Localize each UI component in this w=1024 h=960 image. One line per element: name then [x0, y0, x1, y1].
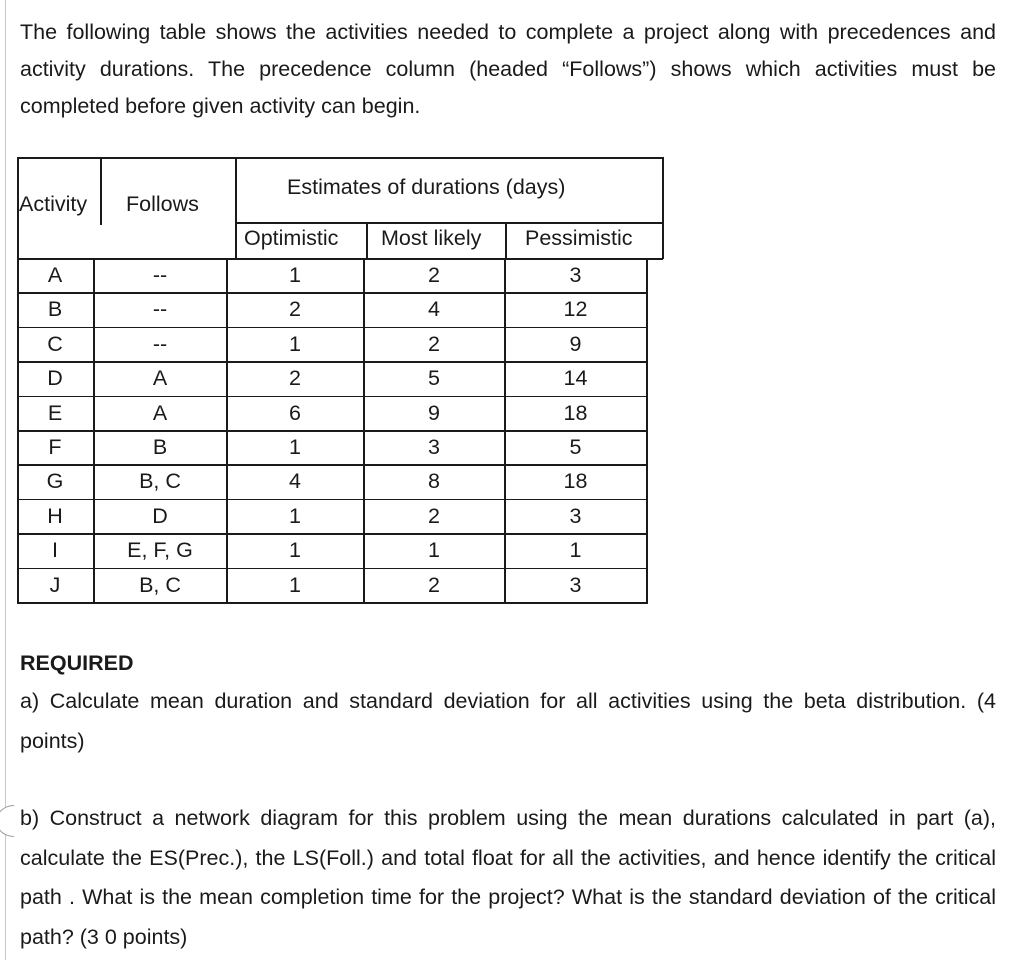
table-cell-activity: E: [47, 400, 63, 425]
table-rule-optimistic-header: [366, 223, 368, 259]
table-cell-pessimistic: 14: [563, 366, 588, 391]
table-rule-activity-header: [100, 157, 102, 225]
table-cell-optimistic: 1: [289, 572, 301, 597]
part-b-text: b) Construct a network diagram for this problem using the mean durations calculated in part (a), calculate the ES(Prec.), the LS(Foll.) and total float for all the activities, and hence identify the critical path . What is the mean completion time for the project? What is the standard deviation of the critical path? (3 0 points): [20, 806, 996, 949]
table-rule-follows-header: [235, 157, 237, 259]
table-cell-follows: B: [152, 435, 168, 459]
table-border-bottom: [17, 602, 648, 604]
table-cell-most-likely: 8: [428, 469, 440, 494]
table-cell-follows: B, C: [139, 572, 181, 597]
durations-table: [17, 157, 663, 603]
table-cell-most-likely: 5: [428, 366, 440, 391]
table-cell-optimistic: 1: [289, 503, 301, 528]
table-cell-optimistic: 1: [289, 263, 301, 287]
table-cell-optimistic: 2: [289, 297, 301, 322]
table-cell-pessimistic: 18: [563, 400, 588, 425]
table-cell-pessimistic: 12: [563, 297, 588, 322]
table-cell-most-likely: 9: [428, 400, 440, 425]
table-cell-pessimistic: 1: [569, 538, 582, 563]
header-pessimistic: Pessimistic: [525, 226, 633, 250]
table-cell-optimistic: 1: [289, 435, 301, 459]
table-cell-most-likely: 3: [428, 435, 440, 459]
table-rule-estimates: [235, 222, 663, 224]
table-cell-activity: F: [48, 435, 62, 459]
table-cell-most-likely: 4: [428, 297, 440, 322]
table-cell-activity: B: [47, 297, 63, 322]
table-border-right-header: [662, 157, 664, 259]
table-cell-optimistic: 1: [289, 538, 301, 563]
table-rule-mostlikely-header: [505, 223, 507, 259]
table-cell-activity: C: [47, 331, 63, 356]
table-cell-follows: A: [152, 400, 168, 425]
table-cell-follows: E, F, G: [127, 538, 193, 563]
table-cell-follows: --: [152, 331, 168, 356]
table-cell-activity: J: [49, 572, 61, 597]
table-cell-follows: D: [152, 503, 168, 528]
table-cell-follows: B, C: [139, 469, 181, 494]
header-follows: Follows: [126, 192, 199, 216]
table-cell-most-likely: 2: [428, 503, 440, 528]
header-activity: Activity: [19, 192, 88, 216]
table-cell-follows: A: [152, 366, 168, 391]
intro-paragraph: The following table shows the activities needed to complete a project along with precedences and activity durations. The precedence column (headed “Follows”) shows which activities must be completed before given activity can begin.: [20, 20, 996, 118]
table-cell-activity: G: [46, 469, 64, 494]
header-optimistic: Optimistic: [244, 226, 339, 250]
table-cell-most-likely: 1: [428, 538, 440, 563]
table-cell-pessimistic: 3: [569, 263, 582, 287]
table-cell-pessimistic: 18: [563, 469, 588, 494]
table-cell-follows: --: [152, 297, 168, 322]
table-cell-activity: I: [52, 538, 58, 563]
table-cell-optimistic: 4: [289, 469, 301, 494]
table-cell-optimistic: 2: [289, 366, 301, 391]
table-cell-pessimistic: 3: [569, 572, 582, 597]
table-cell-activity: D: [47, 366, 63, 391]
table-cell-pessimistic: 3: [569, 503, 582, 528]
table-border-top: [17, 157, 663, 159]
table-cell-most-likely: 2: [428, 331, 440, 356]
header-most-likely: Most likely: [381, 226, 482, 250]
table-cell-optimistic: 6: [289, 400, 301, 425]
required-heading: REQUIRED: [20, 651, 134, 675]
table-cell-most-likely: 2: [428, 572, 440, 597]
table-cell-pessimistic: 9: [569, 331, 582, 356]
table-cell-pessimistic: 5: [569, 435, 582, 459]
part-a-text: a) Calculate mean duration and standard deviation for all activities using the beta distribution. (4 points): [20, 689, 996, 753]
table-cell-follows: --: [152, 263, 168, 287]
table-cell-optimistic: 1: [289, 331, 301, 356]
header-estimates: Estimates of durations (days): [287, 175, 566, 199]
table-cell-activity: H: [47, 503, 63, 528]
table-cell-activity: A: [47, 263, 63, 287]
table-cell-most-likely: 2: [428, 263, 440, 287]
